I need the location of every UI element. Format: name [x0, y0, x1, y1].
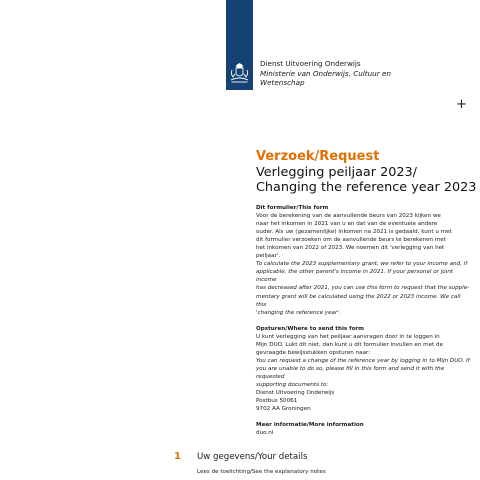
plus-icon[interactable]: + — [456, 97, 467, 112]
about-en-line: 'changing the reference year'. — [256, 309, 341, 316]
more-info-heading: Meer informatie/More information — [256, 422, 364, 429]
about-nl-line: dit formulier verzoeken om de aanvullende beurs te berekenen met — [256, 237, 446, 244]
ministry-line-2: Wetenschap — [260, 78, 305, 88]
section-title: Uw gegevens/Your details — [197, 452, 308, 462]
about-en-line: mentary grant will be calculated using the 2022 or 2023 income. We call this — [256, 293, 461, 308]
about-nl-line: ouder. Als uw (gezamenlijke) inkomen na 2021 is gedaald, kunt u met — [256, 229, 452, 236]
section-number: 1 — [174, 451, 181, 462]
about-en-line: applicable, the other parent's income in 2021. If your personal or joint income — [256, 269, 453, 284]
address-line: Dienst Uitvoering Onderwijs — [256, 390, 335, 397]
more-info-link[interactable]: duo.nl — [256, 430, 274, 437]
title-sub-line-1: Verlegging peiljaar 2023/ — [256, 165, 417, 180]
form-title — [256, 149, 476, 195]
send-heading: Opsturen/Where to send this form — [256, 325, 365, 332]
address-line: Postbus 50061 — [256, 398, 298, 405]
about-heading: Dit formulier/This form — [256, 205, 329, 211]
about-en-line: To calculate the 2023 supplementary grant, we refer to your income and, if — [256, 261, 468, 268]
org-name: Dienst Uitvoering Onderwijs — [260, 59, 361, 68]
about-nl-line: peiljaar'. — [256, 253, 281, 260]
ministry-line-1: Ministerie van Onderwijs, Cultuur en — [260, 68, 391, 78]
title-sub-line-2: Changing the reference year 2023 — [256, 180, 477, 195]
send-nl-line: Mijn DUO. Lukt dit niet, dan kunt u dit formulier invullen en met de — [256, 341, 444, 348]
intro-content — [256, 204, 470, 437]
send-en-line: supporting documents to: — [256, 381, 329, 388]
organization-block — [260, 59, 391, 88]
section-note: Lees de toelichting/See the explanatory notes — [197, 469, 326, 475]
send-nl-line: gevraagde bewijsstukken opsturen naar: — [256, 349, 371, 356]
send-en-line: You can request a change of the reference year by logging in to Mijn DUO. If — [256, 357, 470, 364]
about-nl-line: het inkomen van 2022 of 2023. We noemen dit 'verlegging van het — [256, 245, 445, 252]
address-line: 9702 AA Groningen — [256, 406, 311, 413]
coat-of-arms-icon — [229, 62, 250, 84]
about-nl-line: Voor de berekening van de aanvullende beurs van 2023 kijken we — [256, 213, 441, 220]
about-en-line: has decreased after 2021, you can use this form to request that the supple- — [256, 285, 470, 292]
send-en-line: you are unable to do so, please fill in this form and send it with the requested — [256, 365, 445, 380]
send-nl-line: U kunt verlegging van het peiljaar aanvragen door in te loggen in — [256, 333, 440, 340]
about-nl-line: naar het inkomen in 2021 van u en dat van de eventuele andere — [256, 221, 438, 228]
title-main: Verzoek/Request — [256, 149, 380, 164]
